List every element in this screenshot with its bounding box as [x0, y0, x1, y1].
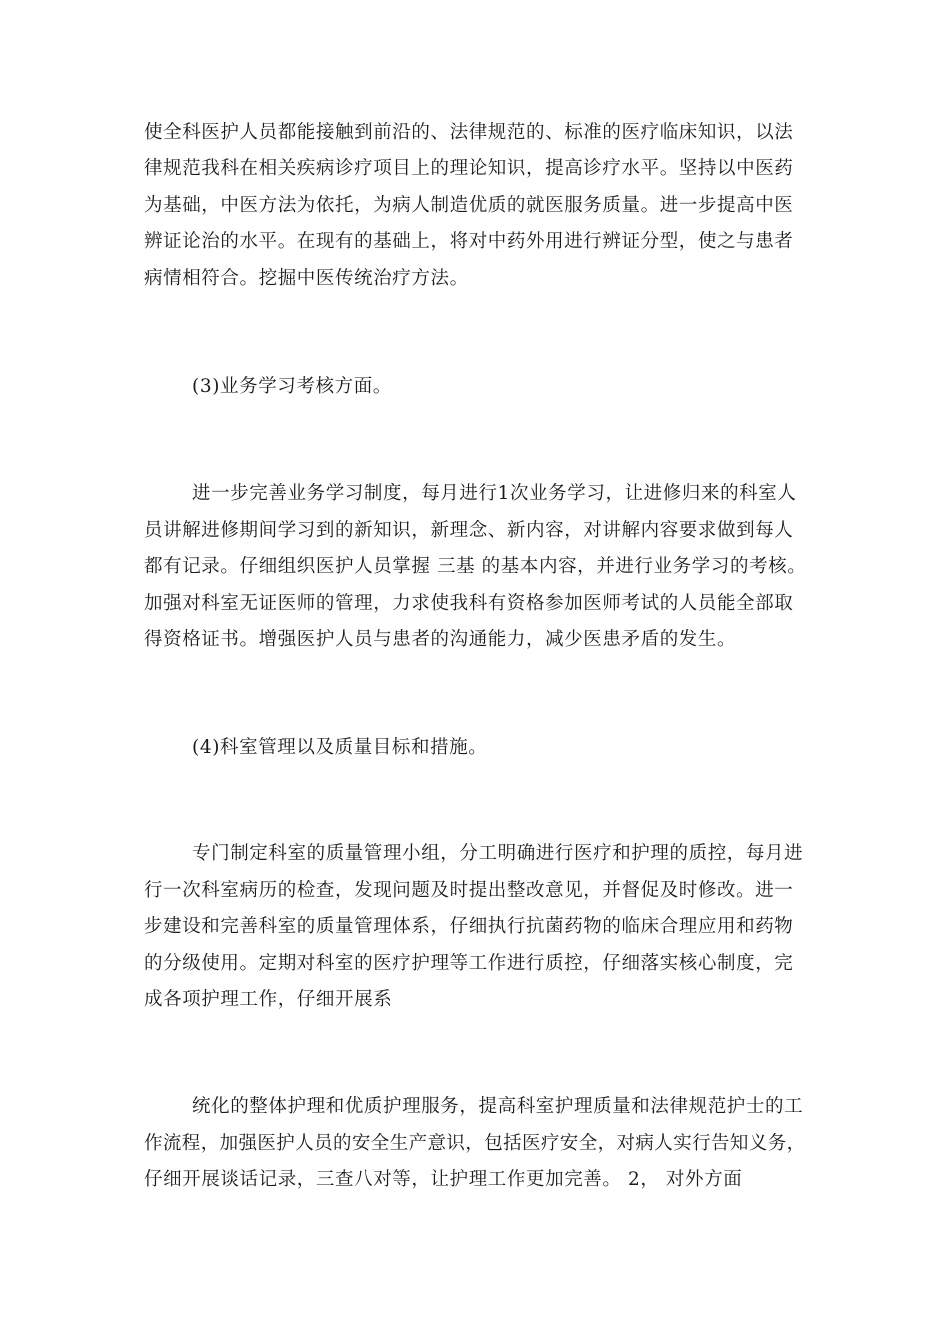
text-line: 都有记录。仔细组织医护人员掌握 三基 的基本内容，并进行业务学习的考核。 — [144, 556, 807, 577]
text-line: 员讲解进修期间学习到的新知识，新理念、新内容，对讲解内容要求做到每人 — [144, 520, 794, 541]
text-line: 为基础，中医方法为依托，为病人制造优质的就医服务质量。进一步提高中医 — [144, 195, 794, 216]
section-heading: (3)业务学习考核方面。 — [192, 376, 392, 397]
text-line: 得资格证书。增强医护人员与患者的沟通能力，减少医患矛盾的发生。 — [144, 629, 737, 650]
text-line: 统化的整体护理和优质护理服务，提高科室护理质量和法律规范护士的工 — [192, 1096, 804, 1117]
text-line: 律规范我科在相关疾病诊疗项目上的理论知识，提高诊疗水平。坚持以中医药 — [144, 158, 794, 179]
text-line: 进一步完善业务学习制度，每月进行1次业务学习，让进修归来的科室人 — [192, 483, 797, 504]
text-line: 专门制定科室的质量管理小组，分工明确进行医疗和护理的质控，每月进 — [192, 843, 804, 864]
text-line: 仔细开展谈话记录，三查八对等，让护理工作更加完善。 2， 对外方面 — [144, 1169, 743, 1190]
text-line: 辨证论治的水平。在现有的基础上，将对中药外用进行辨证分型，使之与患者 — [144, 231, 794, 252]
text-line: 成各项护理工作，仔细开展系 — [144, 989, 393, 1010]
text-line: 加强对科室无证医师的管理，力求使我科有资格参加医师考试的人员能全部取 — [144, 593, 794, 614]
text-line: 步建设和完善科室的质量管理体系，仔细执行抗菌药物的临床合理应用和药物 — [144, 916, 794, 937]
section-heading: (4)科室管理以及质量目标和措施。 — [192, 737, 488, 758]
text-line: 使全科医护人员都能接触到前沿的、法律规范的、标准的医疗临床知识，以法 — [144, 122, 794, 143]
text-line: 作流程，加强医护人员的安全生产意识，包括医疗安全，对病人实行告知义务， — [144, 1133, 806, 1154]
text-line: 病情相符合。挖掘中医传统治疗方法。 — [144, 268, 469, 289]
text-line: 的分级使用。定期对科室的医疗护理等工作进行质控，仔细落实核心制度，完 — [144, 953, 794, 974]
text-line: 行一次科室病历的检查，发现问题及时提出整改意见，并督促及时修改。进一 — [144, 880, 794, 901]
